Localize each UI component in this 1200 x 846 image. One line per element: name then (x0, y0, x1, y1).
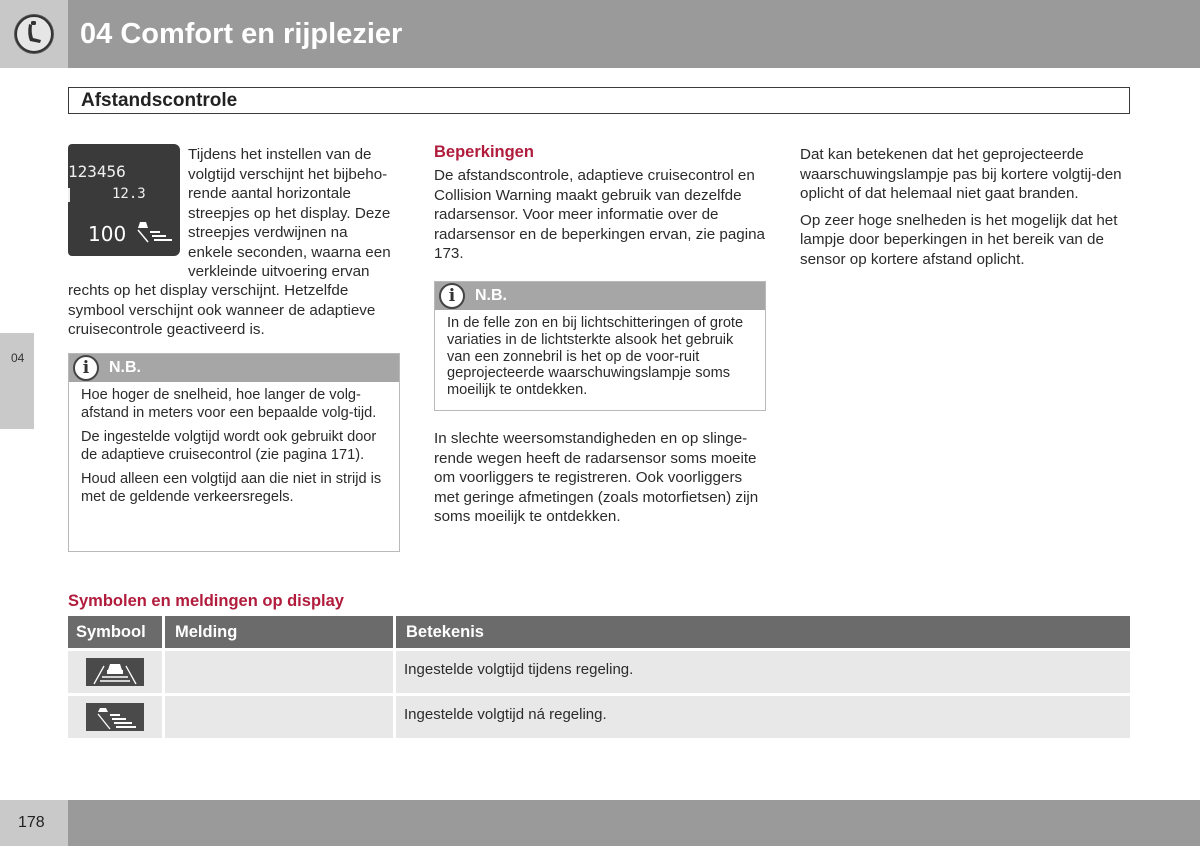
limitations-paragraph: De afstandscontrole, adaptieve cruisecontrol en Collision Warning maakt gebruik van dezelfde radarsensor. Voor meer informatie over de radarsensor en de beperkingen ervan, zie pagina 173. (434, 167, 765, 262)
col3-paragraph: Op zeer hoge snelheden is het mogelijk dat het lampje door beperkingen in het bereik van de sensor op kortere afstand oplicht. (800, 211, 1118, 268)
car-distance-icon (86, 658, 144, 686)
symbols-table-title: Symbolen en meldingen op display (68, 592, 344, 610)
table-header-betekenis: Betekenis (395, 616, 1131, 650)
table-row (68, 650, 1130, 695)
weather-paragraph: In slechte weersomstandigheden en op slinge-rende wegen heeft de radarsensor soms moeite om voorliggers te registreren. Ook voorliggers met geringe afmetingen (zoals motorfietsen) zijn soms moeilijk te ontdekken. (434, 430, 759, 525)
limitations-heading: Beperkingen (434, 143, 534, 161)
note-body (69, 382, 399, 506)
note-paragraph: In de felle zon en bij lichtschitteringen of grote variaties in de lichtsterkte alsook het gebruik van een zonnebril is het op de voor-ruit geprojecteerde waarschuwingslampje soms moeilijk te ontdekken. (447, 315, 744, 399)
intro-line: enkele seconden, waarna een (188, 243, 391, 261)
betekenis-cell: Ingestelde volgtijd ná regeling. (395, 695, 1131, 739)
intro-line: streepjes op het display. Deze (188, 204, 391, 222)
intro-line: streepjes verdwijnen na (188, 224, 348, 241)
following-time-icon (86, 703, 144, 731)
display-bar (68, 188, 70, 202)
section-title-box (68, 87, 1130, 114)
note-header (435, 282, 765, 310)
page-footer (68, 800, 1200, 846)
note-title: N.B. (109, 359, 141, 376)
col3-paragraph: Dat kan betekenen dat het geprojecteerde waarschuwingslampje pas bij kortere volgtij-den oplicht of dat helemaal niet gaat branden. (800, 146, 1122, 202)
note-box-speed (68, 353, 400, 552)
section-title: Afstandscontrole (81, 90, 238, 111)
following-time-display-icon (134, 218, 174, 244)
note-header (69, 354, 399, 382)
intro-line: Tijdens het instellen van de (188, 146, 372, 163)
intro-rest-paragraph: rechts op het display verschijnt. Hetzelfde symbool verschijnt ook wanneer de adaptieve cruisecontrole geactiveerd is. (68, 282, 376, 338)
symbols-table (68, 616, 1130, 738)
symbol-cell (68, 650, 164, 695)
column-three (800, 145, 1140, 269)
info-icon: i (439, 283, 465, 309)
intro-wrapped-text (188, 145, 404, 282)
note-title: N.B. (475, 287, 507, 304)
chapter-title: 04 Comfort en rijplezier (80, 18, 403, 50)
note-body (435, 310, 765, 399)
melding-cell (164, 650, 395, 695)
side-tab-label: 04 (11, 351, 25, 365)
side-chapter-tab (0, 333, 34, 429)
trip-readout: 12.3 (112, 186, 146, 202)
table-header-melding: Melding (164, 616, 395, 650)
seat-icon (14, 14, 54, 54)
limitations-section (434, 143, 770, 264)
note-box-sunlight (434, 281, 766, 411)
weather-section (434, 429, 770, 527)
note-paragraph: De ingestelde volgtijd wordt ook gebruikt door de adaptieve cruisecontrol (zie pagina 171). (81, 429, 377, 463)
melding-cell (164, 695, 395, 739)
chapter-icon-box (0, 0, 68, 68)
symbol-cell (68, 695, 164, 739)
footer-page-box (0, 800, 68, 846)
intro-continued (68, 281, 404, 340)
note-paragraph: Hoe hoger de snelheid, hoe langer de volg-afstand in meters voor een bepaalde volg-tijd. (81, 387, 377, 421)
page-number: 178 (18, 814, 45, 831)
betekenis-cell: Ingestelde volgtijd tijdens regeling. (395, 650, 1131, 695)
table-header-row (68, 616, 1130, 650)
intro-line: volgtijd verschijnt het bijbeho- (188, 165, 388, 183)
odometer-readout: 123456 (68, 162, 126, 181)
instrument-display-image (68, 144, 180, 256)
note-paragraph: Houd alleen een volgtijd aan die niet in strijd is met de geldende verkeersregels. (81, 471, 382, 505)
table-row (68, 695, 1130, 739)
intro-line: verkleinde uitvoering ervan (188, 263, 370, 280)
intro-line: rende aantal horizontale (188, 185, 351, 202)
info-icon: i (73, 355, 99, 381)
speed-readout: 100 (88, 222, 127, 246)
table-header-symbool: Symbool (68, 616, 164, 650)
